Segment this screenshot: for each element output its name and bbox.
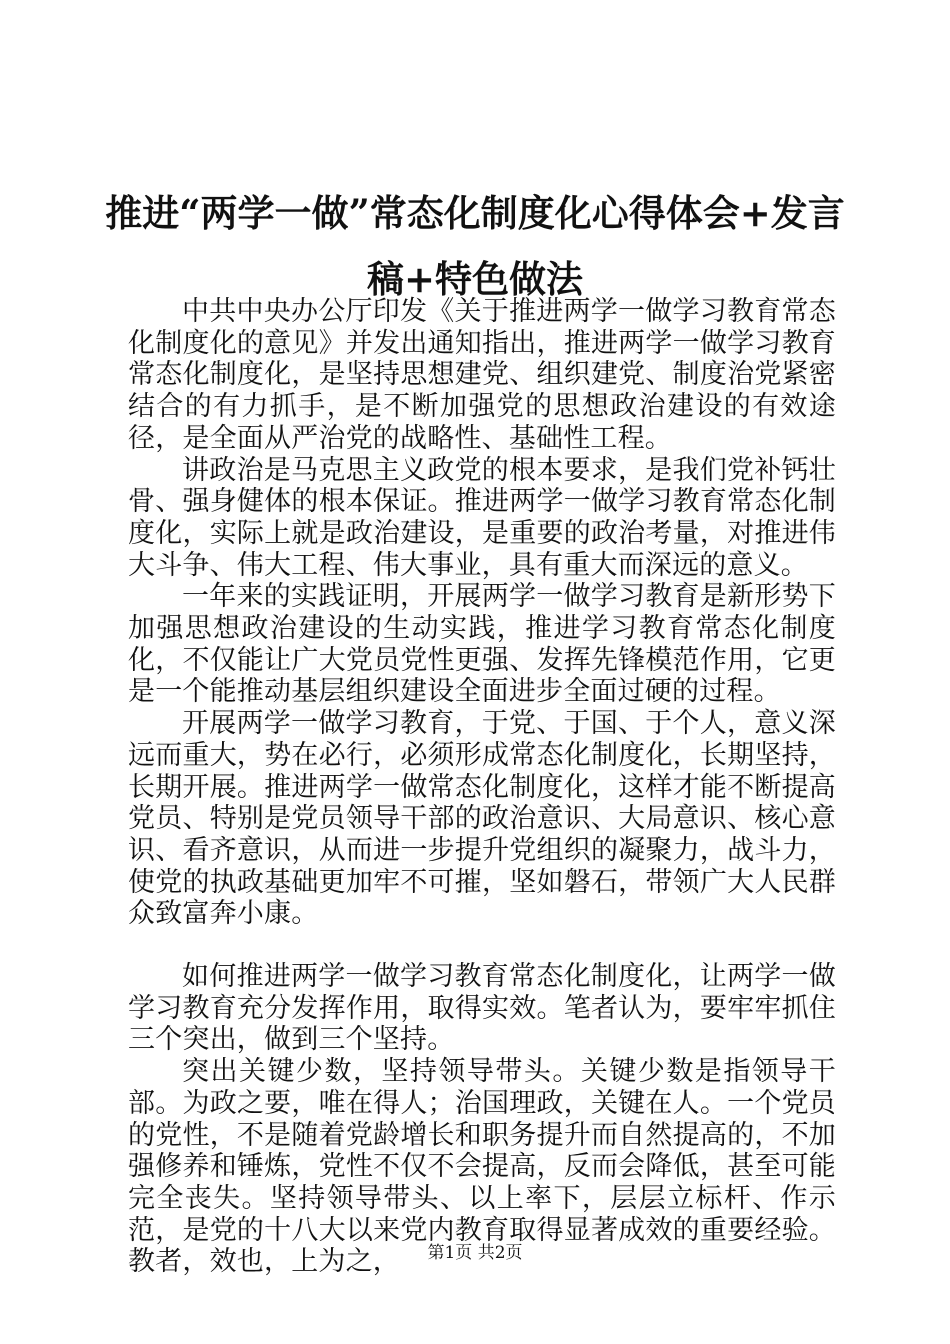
- document-title: 推进“两学一做”常态化制度化心得体会+发言稿+特色做法: [105, 191, 845, 301]
- document-body: [128, 296, 836, 1278]
- paragraph-4: 开展两学一做学习教育，于党、于国、于个人，意义深远而重大，势在必行，必须形成常态化制度化，长期坚持，长期开展。推进两学一做常态化制度化，这样才能不断提高党员、特别是党员领导干部的政治意识、大局意识、核心意识、看齐意识，从而进一步提升党组织的凝聚力，战斗力，使党的执政基础更加牢不可摧，坚如磐石，带领广大人民群众致富奔小康。: [128, 708, 836, 930]
- paragraph-3: 一年来的实践证明，开展两学一做学习教育是新形势下加强思想政治建设的生动实践，推进学习教育常态化制度化，不仅能让广大党员党性更强、发挥先锋模范作用，它更是一个能推动基层组织建设全面进步全面过硬的过程。: [128, 581, 836, 708]
- paragraph-1: 中共中央办公厅印发《关于推进两学一做学习教育常态化制度化的意见》并发出通知指出，推进两学一做学习教育常态化制度化，是坚持思想建党、组织建党、制度治党紧密结合的有力抓手，是不断加强党的思想政治建设的有效途径，是全面从严治党的战略性、基础性工程。: [128, 296, 836, 454]
- page-footer: 第1页 共2页: [427, 1243, 523, 1263]
- paragraph-2: 讲政治是马克思主义政党的根本要求，是我们党补钙壮骨、强身健体的根本保证。推进两学一做学习教育常态化制度化，实际上就是政治建设，是重要的政治考量，对推进伟大斗争、伟大工程、伟大事业，具有重大而深远的意义。: [128, 454, 836, 581]
- paragraph-5: 如何推进两学一做学习教育常态化制度化，让两学一做学习教育充分发挥作用，取得实效。笔者认为，要牢牢抓住三个突出，做到三个坚持。: [128, 961, 836, 1056]
- paragraph-6: 突出关键少数，坚持领导带头。关键少数是指领导干部。为政之要，唯在得人；治国理政，关键在人。一个党员的党性，不是随着党龄增长和职务提升而自然提高的，不加强修养和锤炼，党性不仅不会提高，反而会降低，甚至可能完全丧失。坚持领导带头、以上率下，层层立标杆、作示范，是党的十八大以来党内教育取得显著成效的重要经验。教者，效也，上为之，: [128, 1056, 836, 1278]
